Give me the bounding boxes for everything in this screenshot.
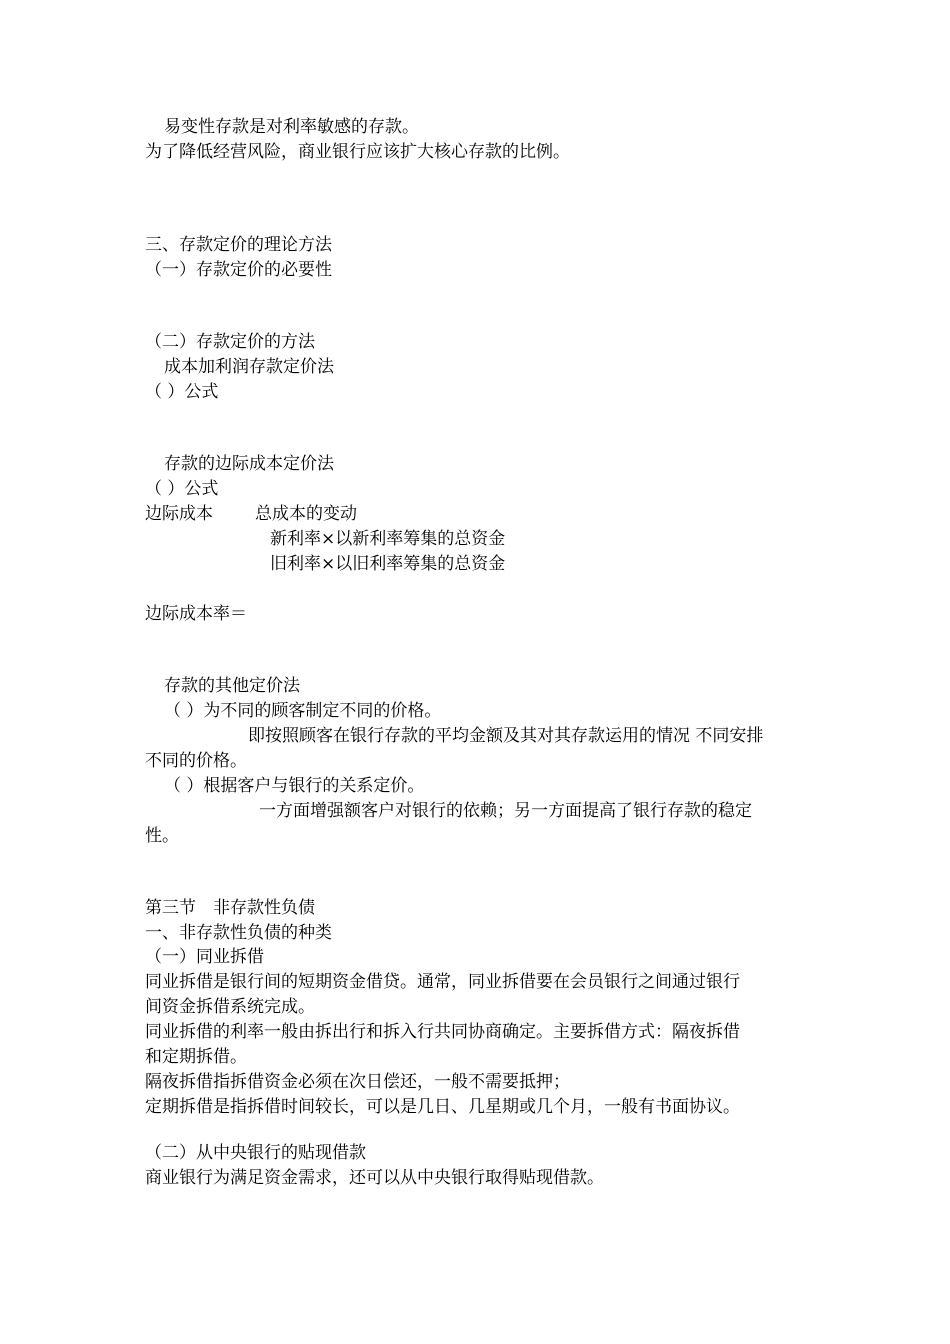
paragraph-text: 不同的价格。 [145,751,247,771]
formula-label: （ ）公式 [145,382,219,402]
formula-term: 总成本的变动 [255,504,357,524]
subsection-heading: （一）同业拆借 [145,947,264,967]
paragraph-text: 隔夜拆借指拆借资金必须在次日偿还，一般不需要抵押； [145,1072,570,1092]
list-item: （ ）根据客户与银行的关系定价。 [164,776,425,796]
paragraph-text: 性。 [145,826,179,846]
paragraph-text: 同业拆借的利率一般由拆出行和拆入行共同协商确定。主要拆借方式：隔夜拆借 [145,1022,740,1042]
paragraph-text: 商业银行为满足资金需求，还可以从中央银行取得贴现借款。 [145,1168,604,1188]
formula-term: 旧利率×以旧利率筹集的总资金 [270,554,506,574]
paragraph-text: 间资金拆借系统完成。 [145,997,315,1017]
formula-term: 边际成本率＝ [145,604,247,624]
subsection-heading: （一）存款定价的必要性 [145,260,332,280]
formula-term: 新利率×以新利率筹集的总资金 [270,529,506,549]
list-item: （ ）为不同的顾客制定不同的价格。 [164,701,442,721]
paragraph-text: 即按照顾客在银行存款的平均金额及其对其存款运用的情况 不同安排 [248,726,764,746]
subsection-heading: （二）存款定价的方法 [145,332,315,352]
paragraph-text: 为了降低经营风险，商业银行应该扩大核心存款的比例。 [145,142,570,162]
subsection-heading: （二）从中央银行的贴现借款 [145,1143,366,1163]
chapter-heading: 第三节 非存款性负债 [145,898,315,918]
method-heading: 存款的边际成本定价法 [164,454,334,474]
formula-label: （ ）公式 [145,479,219,499]
paragraph-text: 和定期拆借。 [145,1047,247,1067]
paragraph-text: 一方面增强额客户对银行的依赖；另一方面提高了银行存款的稳定 [259,801,752,821]
paragraph-text: 同业拆借是银行间的短期资金借贷。通常，同业拆借要在会员银行之间通过银行 [145,972,740,992]
method-heading: 存款的其他定价法 [164,676,300,696]
section-heading: 一、非存款性负债的种类 [145,923,332,943]
formula-term: 边际成本 [145,504,213,524]
paragraph-text: 易变性存款是对利率敏感的存款。 [164,117,419,137]
paragraph-text: 定期拆借是指拆借时间较长，可以是几日、几星期或几个月，一般有书面协议。 [145,1097,740,1117]
method-heading: 成本加利润存款定价法 [164,357,334,377]
section-heading: 三、存款定价的理论方法 [145,235,332,255]
